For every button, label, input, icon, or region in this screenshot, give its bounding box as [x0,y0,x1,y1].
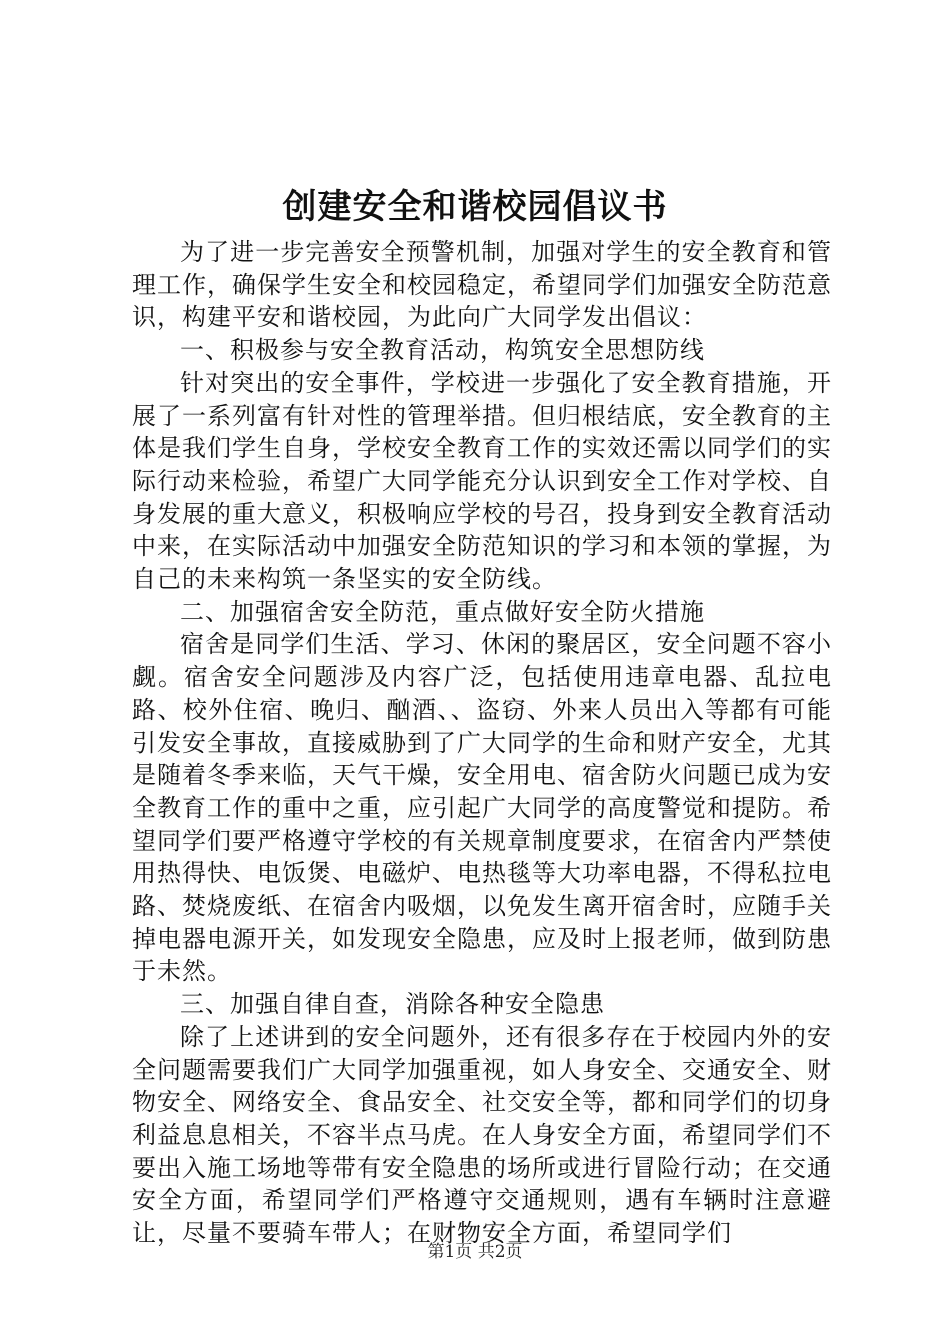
section-heading-1: 一、积极参与安全教育活动，构筑安全思想防线 [180,336,705,365]
section-3-paragraph: 除了上述讲到的安全问题外，还有很多存在于校园内外的安全问题需要我们广大同学加强重视，如人身安全、交通安全、财物安全、网络安全、食品安全、社交安全等，都和同学们的切身利益息息相关，不容半点马虎。在人身安全方面，希望同学们不要出入施工场地等带有安全隐患的场所或进行冒险行动；在交通安全方面，希望同学们严格遵守交通规则，遇有车辆时注意避让，尽量不要骑车带人；在财物安全方面，希望同学们 [132,1022,832,1248]
intro-paragraph: 为了进一步完善安全预警机制，加强对学生的安全教育和管理工作，确保学生安全和校园稳定，希望同学们加强安全防范意识，构建平安和谐校园，为此向广大同学发出倡议： [132,238,832,332]
section-2-paragraph: 宿舍是同学们生活、学习、休闲的聚居区，安全问题不容小觑。宿舍安全问题涉及内容广泛，包括使用违章电器、乱拉电路、校外住宿、晚归、酗酒、、盗窃、外来人员出入等都有可能引发安全事故，直接威胁到了广大同学的生命和财产安全，尤其是随着冬季来临，天气干燥，安全用电、宿舍防火问题已成为安全教育工作的重中之重，应引起广大同学的高度警觉和提防。希望同学们要严格遵守学校的有关规章制度要求，在宿舍内严禁使用热得快、电饭煲、电磁炉、电热毯等大功率电器，不得私拉电路、焚烧废纸、在宿舍内吸烟，以免发生离开宿舍时，应随手关掉电器电源开关，如发现安全隐患，应及时上报老师，做到防患于未然。 [132,630,832,986]
section-heading-2: 二、加强宿舍安全防范，重点做好安全防火措施 [180,597,705,626]
document-body [132,236,832,1250]
document-title: 创建安全和谐校园倡议书 [282,187,668,227]
page-number-footer: 第1页 共2页 [427,1242,523,1262]
section-heading-3: 三、加强自律自查，消除各种安全隐患 [180,990,605,1019]
section-1-paragraph: 针对突出的安全事件，学校进一步强化了安全教育措施，开展了一系列富有针对性的管理举措。但归根结底，安全教育的主体是我们学生自身，学校安全教育工作的实效还需以同学们的实际行动来检验，希望广大同学能充分认识到安全工作对学校、自身发展的重大意义，积极响应学校的号召，投身到安全教育活动中来，在实际活动中加强安全防范知识的学习和本领的掌握，为自己的未来构筑一条坚实的安全防线。 [132,368,832,594]
